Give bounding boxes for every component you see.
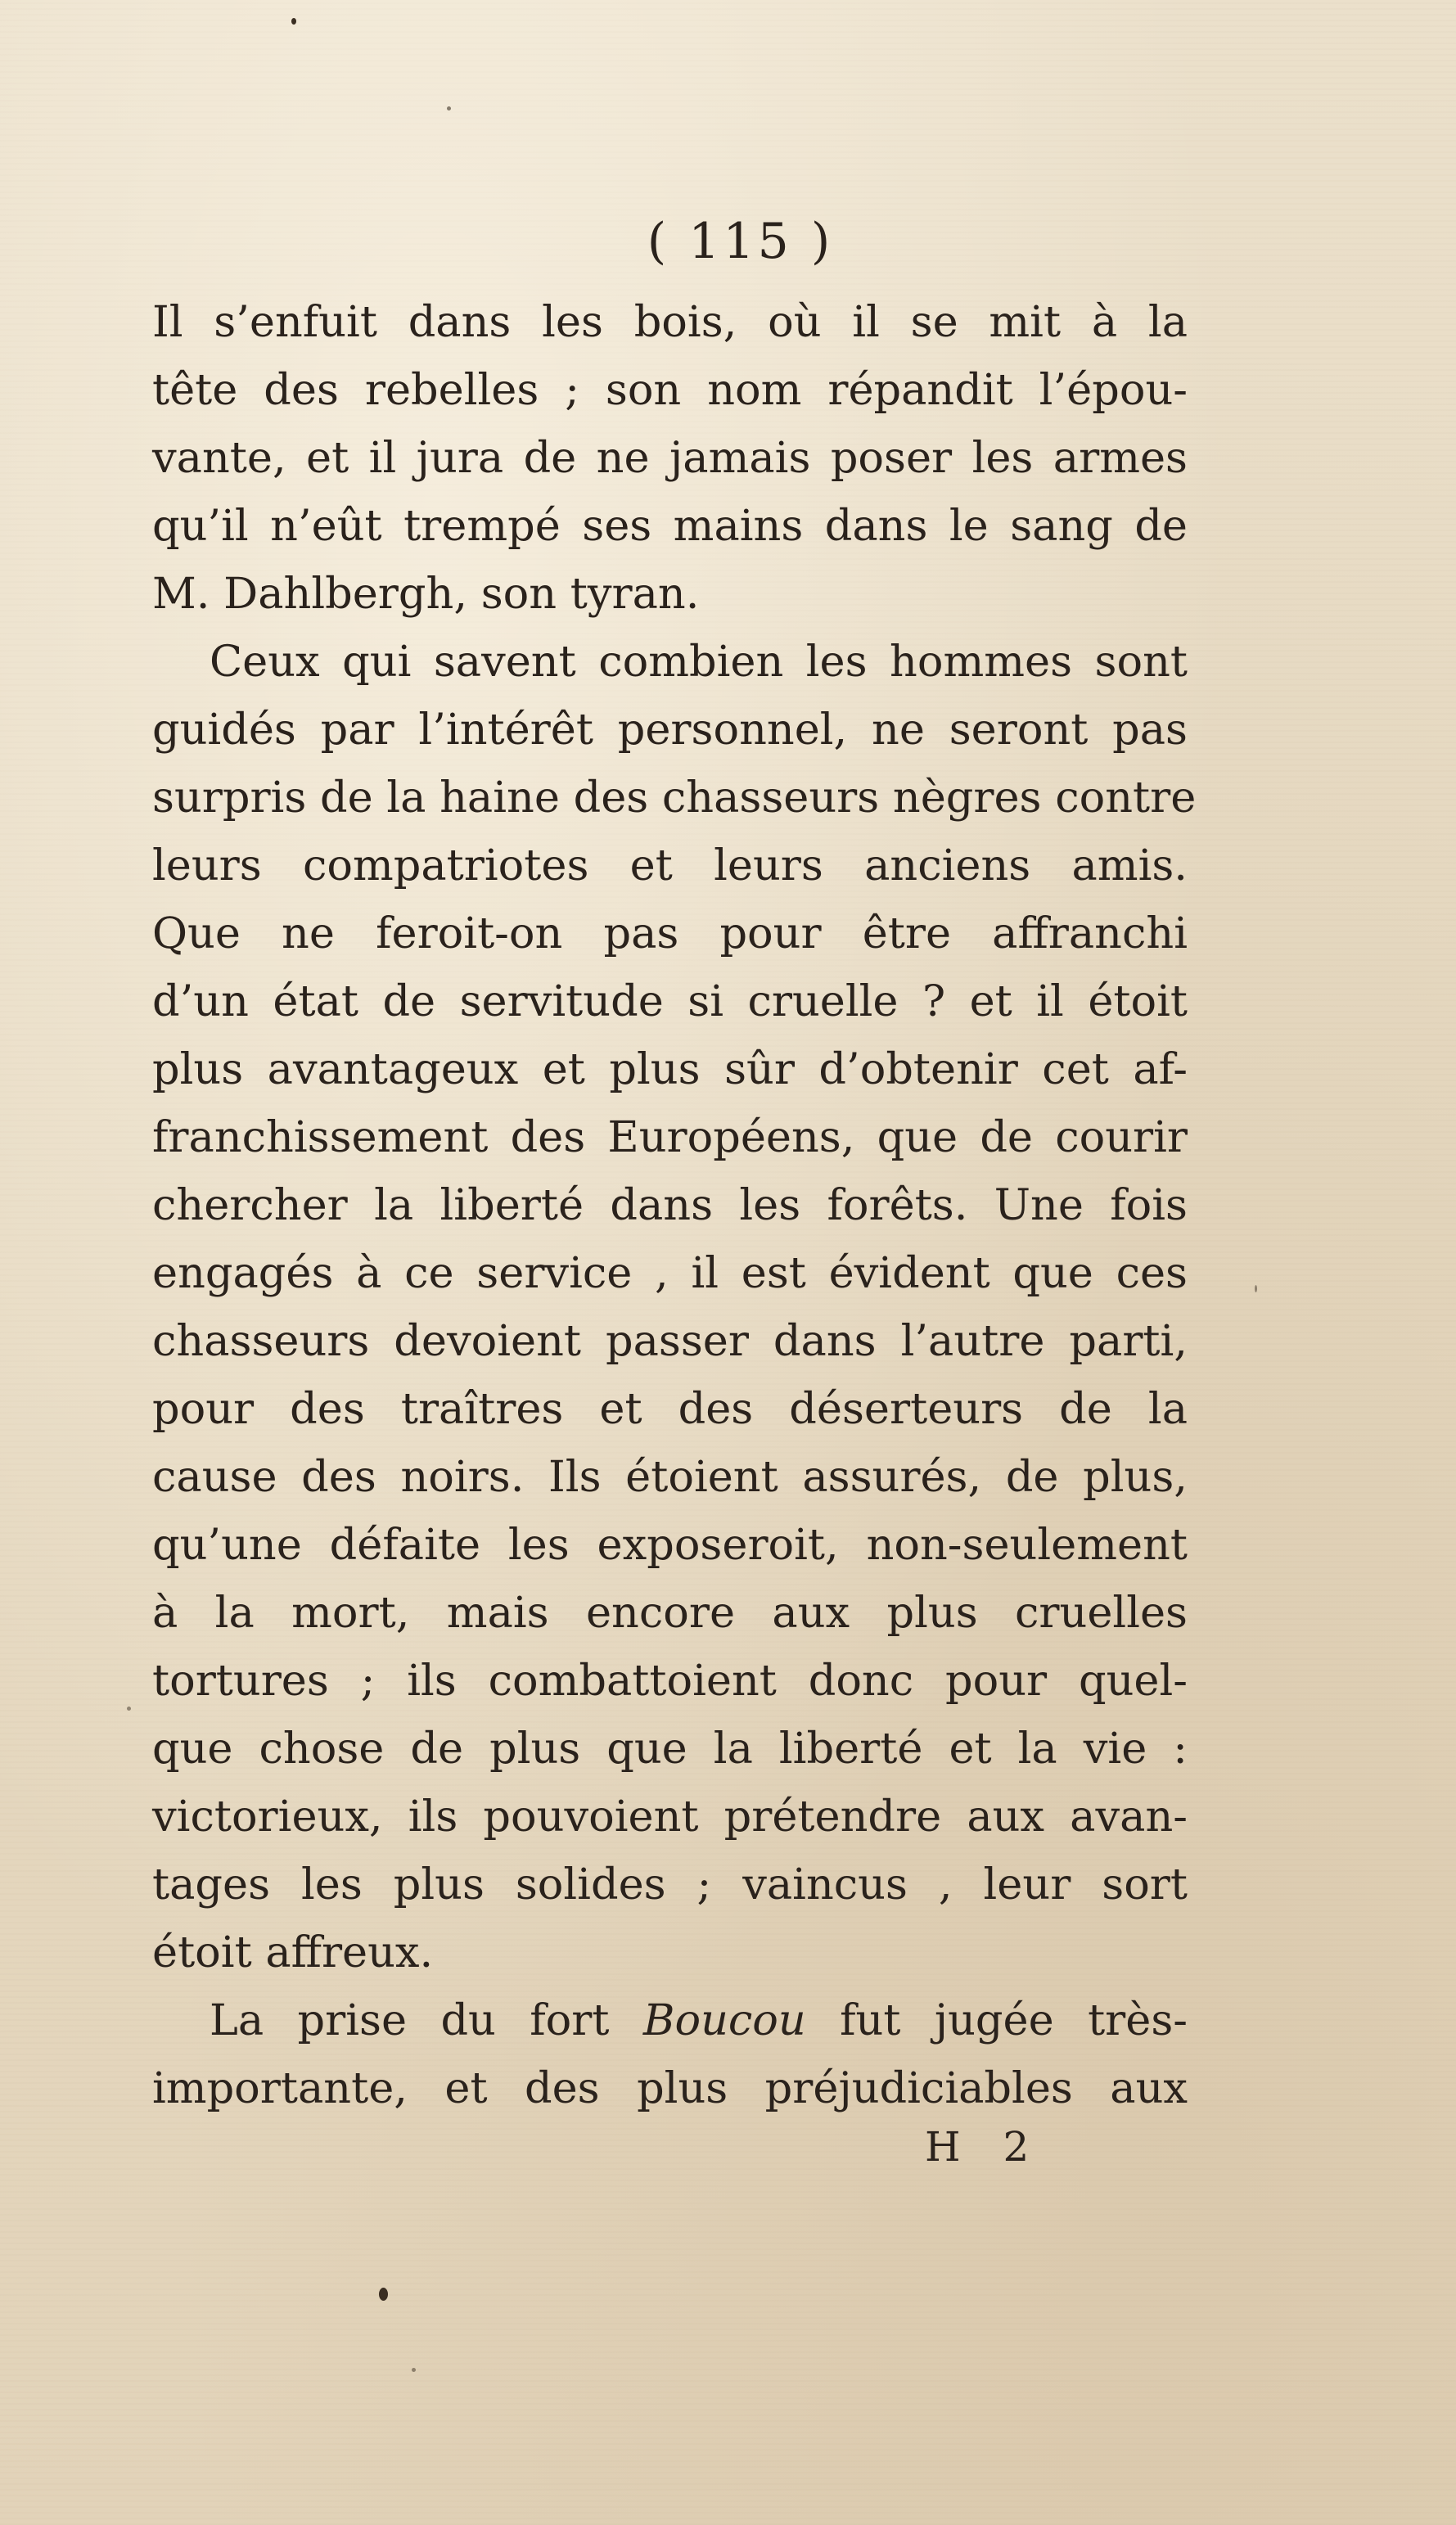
text-line: surpris de la haine des chasseurs nègres contre	[152, 773, 1197, 823]
text-line: tête des rebelles ; son nom répandit l’épou-	[152, 365, 1188, 415]
text-line: engagés à ce service , il est évident que ces	[152, 1248, 1188, 1298]
text-line: guidés par l’intérêt personnel, ne seront pas	[152, 705, 1188, 755]
paper-speck	[291, 18, 296, 25]
signature-mark: H 2	[925, 2123, 1044, 2171]
text-line: d’un état de servitude si cruelle ? et il étoit	[152, 976, 1188, 1026]
text-line: qu’il n’eût trempé ses mains dans le sang de	[152, 501, 1188, 551]
text-line: vante, et il jura de ne jamais poser les armes	[152, 433, 1188, 483]
text-run: fut jugée très-	[805, 1995, 1188, 2045]
text-line: M. Dahlbergh, son tyran.	[152, 569, 700, 619]
paragraph-2	[152, 628, 1197, 1986]
text-line: chercher la liberté dans les forêts. Une fois	[152, 1180, 1188, 1230]
text-line: victorieux, ils pouvoient prétendre aux avan-	[152, 1792, 1188, 1842]
text-run: La prise du fort	[210, 1995, 643, 2045]
text-line: à la mort, mais encore aux plus cruelles	[152, 1588, 1188, 1638]
text-line: cause des noirs. Ils étoient assurés, de plus,	[152, 1452, 1188, 1502]
text-line	[152, 1986, 1188, 2054]
text-line: chasseurs devoient passer dans l’autre parti,	[152, 1316, 1188, 1366]
text-line: Il s’enfuit dans les bois, où il se mit à la	[152, 297, 1188, 347]
paper-speck	[127, 1707, 131, 1711]
paper-speck	[447, 106, 451, 110]
paragraph-1	[152, 288, 1188, 628]
paper-speck	[412, 2368, 416, 2372]
paper-speck	[379, 2288, 388, 2301]
text-line: plus avantageux et plus sûr d’obtenir cet af-	[152, 1044, 1188, 1094]
text-line: étoit affreux.	[152, 1928, 434, 1977]
text-line: leurs compatriotes et leurs anciens amis.	[152, 841, 1188, 891]
text-line: qu’une défaite les exposeroit, non-seulement	[152, 1520, 1188, 1570]
text-line: tortures ; ils combattoient donc pour quel-	[152, 1656, 1188, 1706]
text-line: Ceux qui savent combien les hommes sont	[210, 637, 1188, 687]
text-line: importante, et des plus préjudiciables aux	[152, 2063, 1188, 2113]
place-name-italic: Boucou	[642, 1995, 806, 2045]
text-line: tages les plus solides ; vaincus , leur sort	[152, 1860, 1188, 1910]
text-line: Que ne feroit-on pas pour être affranchi	[152, 909, 1188, 958]
page-number: ( 115 )	[647, 213, 834, 270]
text-line: franchissement des Européens, que de courir	[152, 1112, 1188, 1162]
text-line: pour des traîtres et des déserteurs de la	[152, 1384, 1188, 1434]
text-line: que chose de plus que la liberté et la vie :	[152, 1724, 1188, 1774]
paper-speck	[1255, 1285, 1257, 1292]
paragraph-3	[152, 1986, 1188, 2122]
body-text	[152, 288, 1197, 2122]
